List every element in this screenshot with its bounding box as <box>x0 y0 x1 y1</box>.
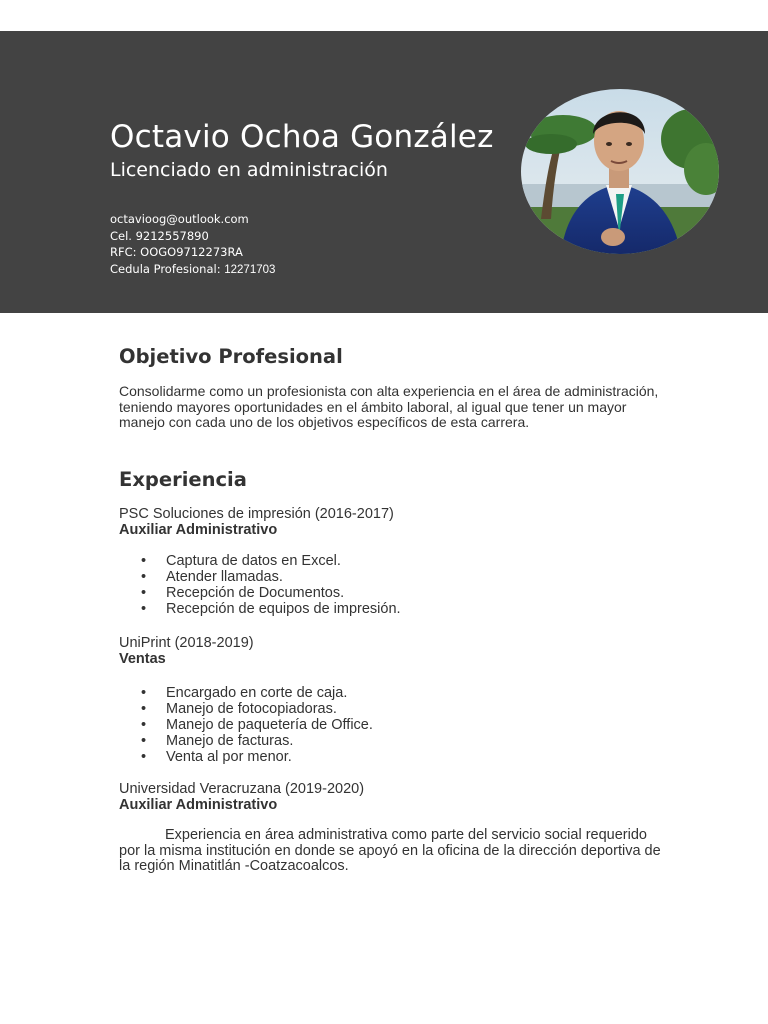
duty-text: Venta al por menor. <box>166 749 292 765</box>
job-role: Auxiliar Administrativo <box>119 797 278 813</box>
bullet-icon: • <box>141 601 147 617</box>
job-description: Experiencia en área administrativa como parte del servicio social requerido por la misma institución en donde se apoyó en la oficina de la dirección deportiva de la región Minatitlán -Coatzacoalcos. <box>119 827 661 874</box>
experience-heading: Experiencia <box>119 468 247 491</box>
duty-text: Manejo de facturas. <box>166 733 294 749</box>
contact-info <box>110 211 275 278</box>
bullet-icon: • <box>141 553 147 569</box>
list-item <box>119 569 401 585</box>
bullet-icon: • <box>141 685 147 701</box>
page-top-margin <box>0 0 768 31</box>
list-item <box>119 733 373 749</box>
bullet-icon: • <box>141 733 147 749</box>
email: octavioog@outlook.com <box>110 212 249 226</box>
list-item <box>119 585 401 601</box>
objective-text: Consolidarme como un profesionista con alta experiencia en el área de administración, teniendo mayores oportunidades en el ámbito laboral, al igual que tener un mayor manejo con cada uno de los objetivos específicos de esta carrera. <box>119 383 659 430</box>
cedula-label: Cedula Profesional: <box>110 261 221 276</box>
objective-heading: Objetivo Profesional <box>119 345 343 368</box>
job-company: Universidad Veracruzana (2019-2020) <box>119 781 365 797</box>
job-entry-3 <box>119 781 364 813</box>
duty-text: Captura de datos en Excel. <box>166 553 341 569</box>
cedula-value: 12271703 <box>224 263 276 276</box>
job-role: Auxiliar Administrativo <box>119 522 278 538</box>
list-item <box>119 749 373 765</box>
job-duties-2 <box>119 685 373 765</box>
list-item <box>119 553 401 569</box>
list-item <box>119 717 373 733</box>
job-company: PSC Soluciones de impresión (2016-2017) <box>119 506 394 522</box>
list-item <box>119 685 373 701</box>
bullet-icon: • <box>141 749 147 765</box>
bullet-icon: • <box>141 569 147 585</box>
duty-text: Recepción de equipos de impresión. <box>166 601 401 617</box>
duty-text: Atender llamadas. <box>166 569 283 585</box>
candidate-title: Licenciado en administración <box>110 159 388 181</box>
duty-text: Recepción de Documentos. <box>166 585 345 601</box>
rfc: RFC: OOGO9712273RA <box>110 245 243 259</box>
phone: Cel. 9212557890 <box>110 228 209 243</box>
job-company: UniPrint (2018-2019) <box>119 635 254 651</box>
job-entry-2 <box>119 635 254 667</box>
bullet-icon: • <box>141 717 147 733</box>
bullet-icon: • <box>141 585 147 601</box>
job-role: Ventas <box>119 651 166 667</box>
cedula <box>110 261 275 279</box>
candidate-name: Octavio Ochoa González <box>110 119 494 155</box>
list-item <box>119 701 373 717</box>
job-duties-1 <box>119 553 401 617</box>
job-entry-1 <box>119 506 394 538</box>
duty-text: Manejo de paquetería de Office. <box>166 717 373 733</box>
list-item <box>119 601 401 617</box>
duty-text: Encargado en corte de caja. <box>166 685 348 701</box>
profile-photo-image <box>521 89 719 254</box>
bullet-icon: • <box>141 701 147 717</box>
duty-text: Manejo de fotocopiadoras. <box>166 701 337 717</box>
profile-photo <box>521 89 719 254</box>
